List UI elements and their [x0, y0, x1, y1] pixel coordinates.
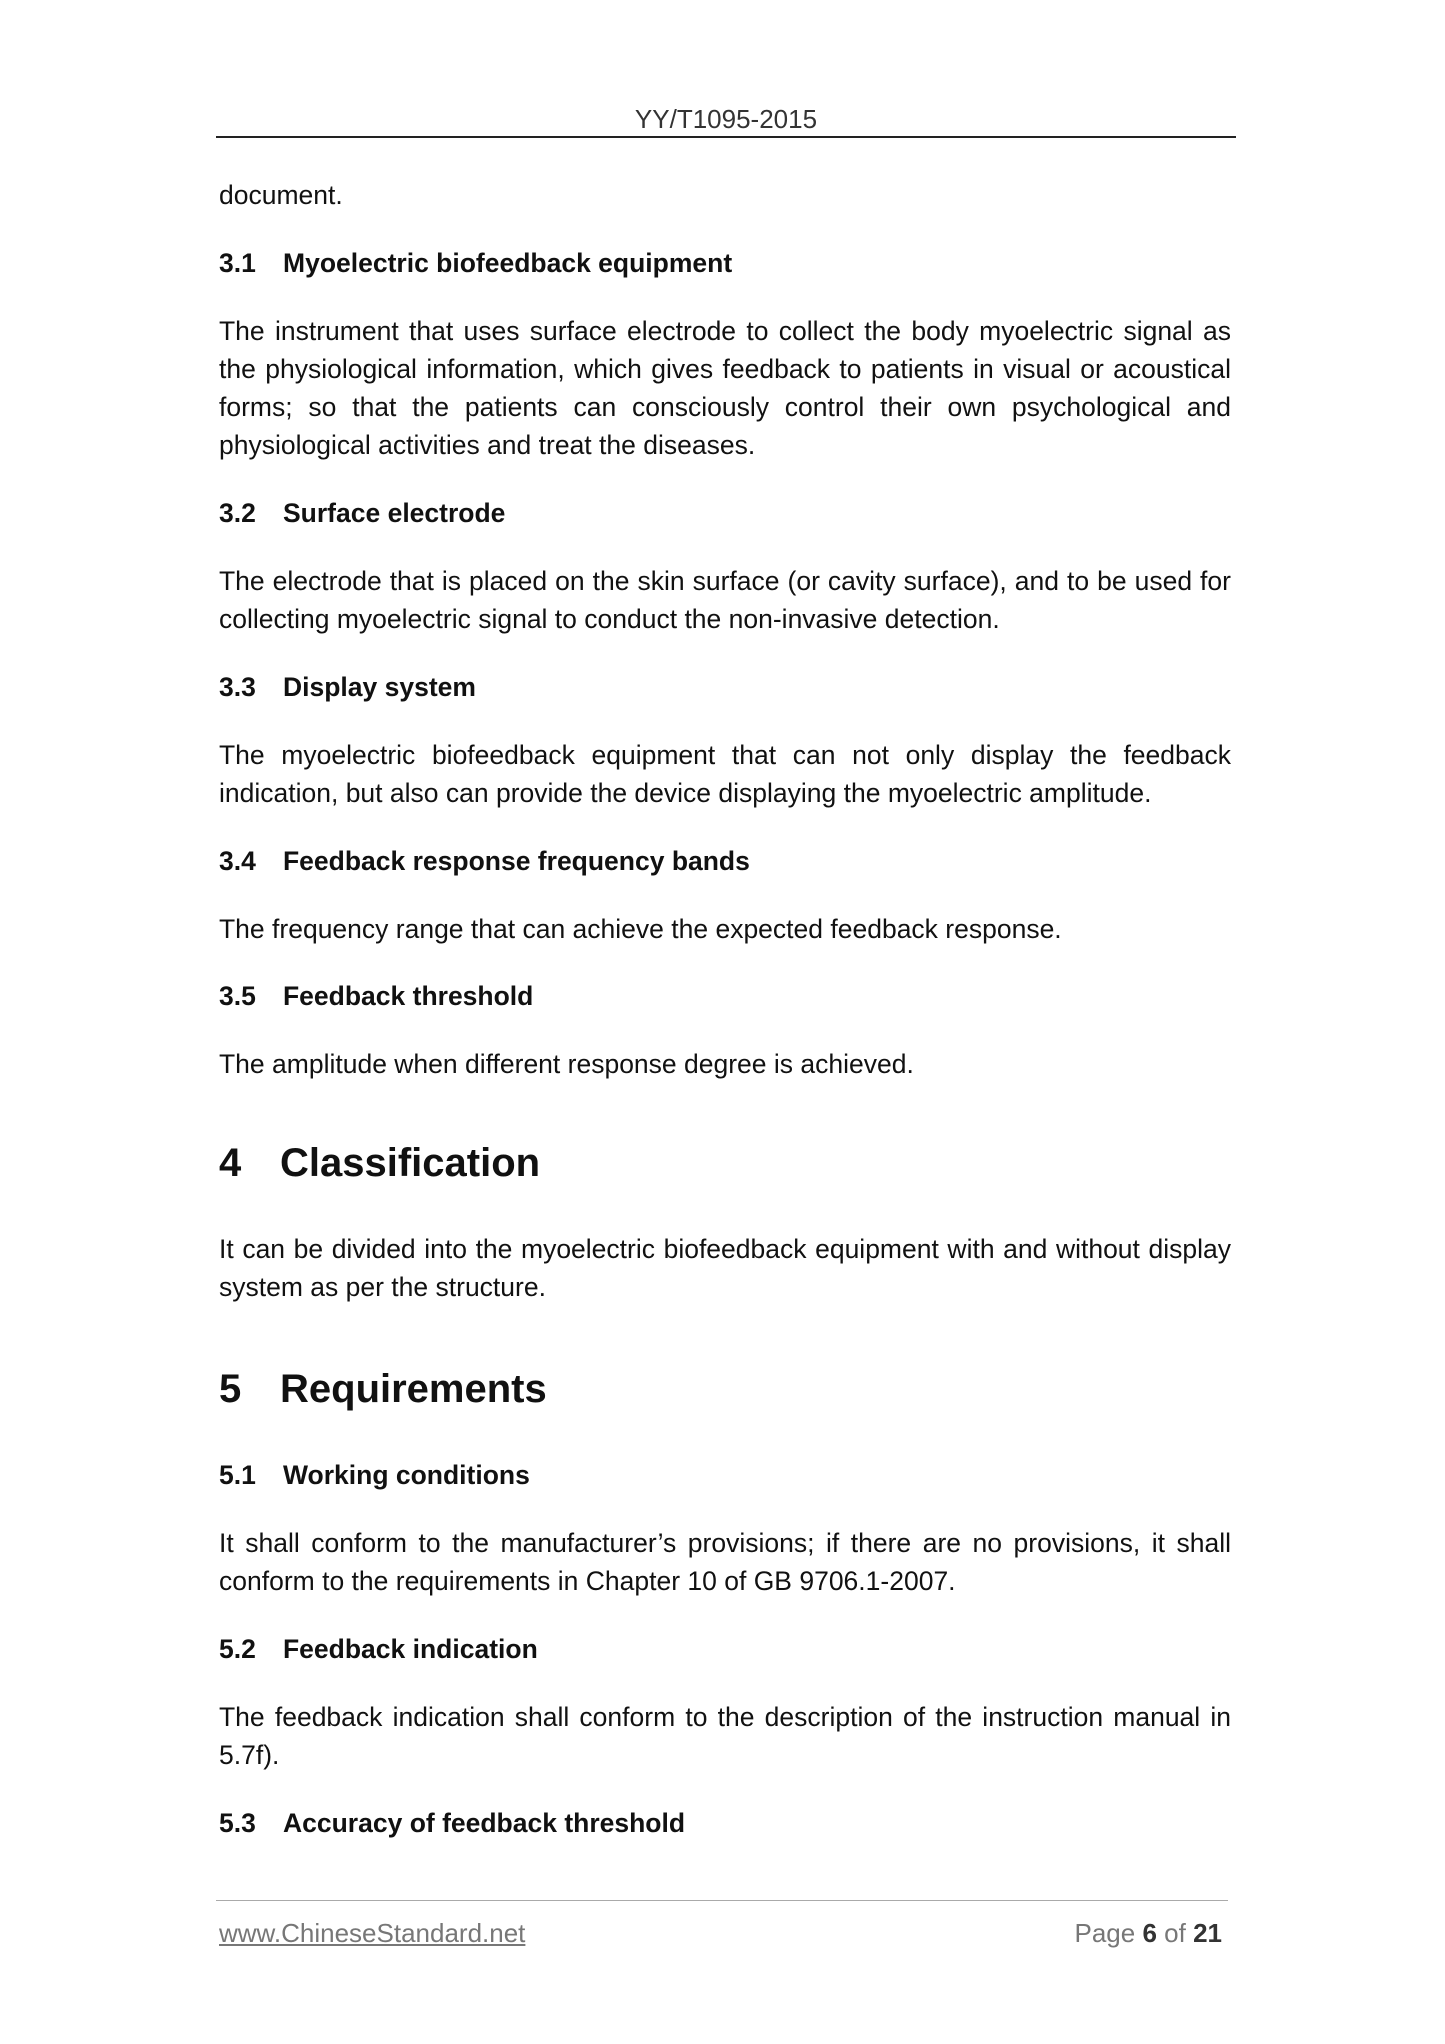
- section-number: 3.2: [219, 498, 256, 528]
- page-total: 21: [1193, 1918, 1222, 1948]
- section-number: 3.1: [219, 248, 256, 278]
- page-current: 6: [1142, 1918, 1157, 1948]
- section-title: Myoelectric biofeedback equipment: [283, 248, 733, 278]
- section-title: Feedback threshold: [283, 981, 534, 1011]
- section-title: Feedback response frequency bands: [283, 846, 750, 876]
- section-5-1-body: It shall conform to the manufacturer’s provisions; if there are no provisions, it shall conform to the requirements in Chapter 10 of GB 9706.1-2007.: [219, 1528, 1231, 1596]
- chapter-5-heading: [219, 1364, 547, 1414]
- page-prefix: Page: [1074, 1918, 1136, 1948]
- section-number: 3.5: [219, 981, 256, 1011]
- chapter-title: Classification: [280, 1141, 541, 1185]
- section-number: 3.4: [219, 846, 256, 876]
- section-title: Surface electrode: [283, 498, 506, 528]
- website-link[interactable]: www.ChineseStandard.net: [219, 1918, 526, 1948]
- section-3-2-body: The electrode that is placed on the skin surface (or cavity surface), and to be used for collecting myoelectric signal to conduct the non-invasive detection.: [219, 566, 1231, 634]
- header-divider: [216, 136, 1236, 138]
- chapter-4-heading: [219, 1138, 540, 1188]
- section-title: Accuracy of feedback threshold: [283, 1808, 686, 1838]
- section-3-3-body: The myoelectric biofeedback equipment that can not only display the feedback indication, but also can provide the device displaying the myoelectric amplitude.: [219, 740, 1231, 808]
- section-title: Feedback indication: [283, 1634, 538, 1664]
- section-3-4-body: The frequency range that can achieve the expected feedback response.: [219, 914, 1062, 944]
- chapter-title: Requirements: [280, 1367, 547, 1411]
- section-5-1-heading: [219, 1456, 530, 1494]
- section-3-5-heading: [219, 977, 533, 1015]
- footer-divider: [216, 1900, 1228, 1901]
- intro-fragment: document.: [219, 180, 343, 210]
- page-indicator: [1074, 1918, 1222, 1949]
- section-title: Display system: [283, 672, 476, 702]
- section-5-2-body: The feedback indication shall conform to the description of the instruction manual in 5.7f).: [219, 1702, 1231, 1770]
- section-5-3-heading: [219, 1804, 685, 1842]
- section-3-4-heading: [219, 842, 750, 880]
- section-number: 5.1: [219, 1460, 256, 1490]
- section-3-2-heading: [219, 494, 505, 532]
- chapter-number: 4: [219, 1141, 242, 1185]
- chapter-number: 5: [219, 1367, 242, 1411]
- page-of: of: [1164, 1918, 1186, 1948]
- section-3-1-heading: [219, 244, 732, 282]
- section-number: 3.3: [219, 672, 256, 702]
- section-3-3-heading: [219, 668, 476, 706]
- header-doc-id: YY/T1095-2015: [634, 104, 818, 134]
- section-title: Working conditions: [283, 1460, 530, 1490]
- chapter-4-body: It can be divided into the myoelectric biofeedback equipment with and without display system as per the structure.: [219, 1234, 1231, 1302]
- section-3-1-body: The instrument that uses surface electrode to collect the body myoelectric signal as the physiological information, which gives feedback to patients in visual or acoustical forms; so that the patients can consciously control their own psychological and physiological activities and treat the diseases.: [219, 316, 1231, 460]
- section-5-2-heading: [219, 1630, 538, 1668]
- section-number: 5.2: [219, 1634, 256, 1664]
- section-number: 5.3: [219, 1808, 256, 1838]
- section-3-5-body: The amplitude when different response degree is achieved.: [219, 1049, 914, 1079]
